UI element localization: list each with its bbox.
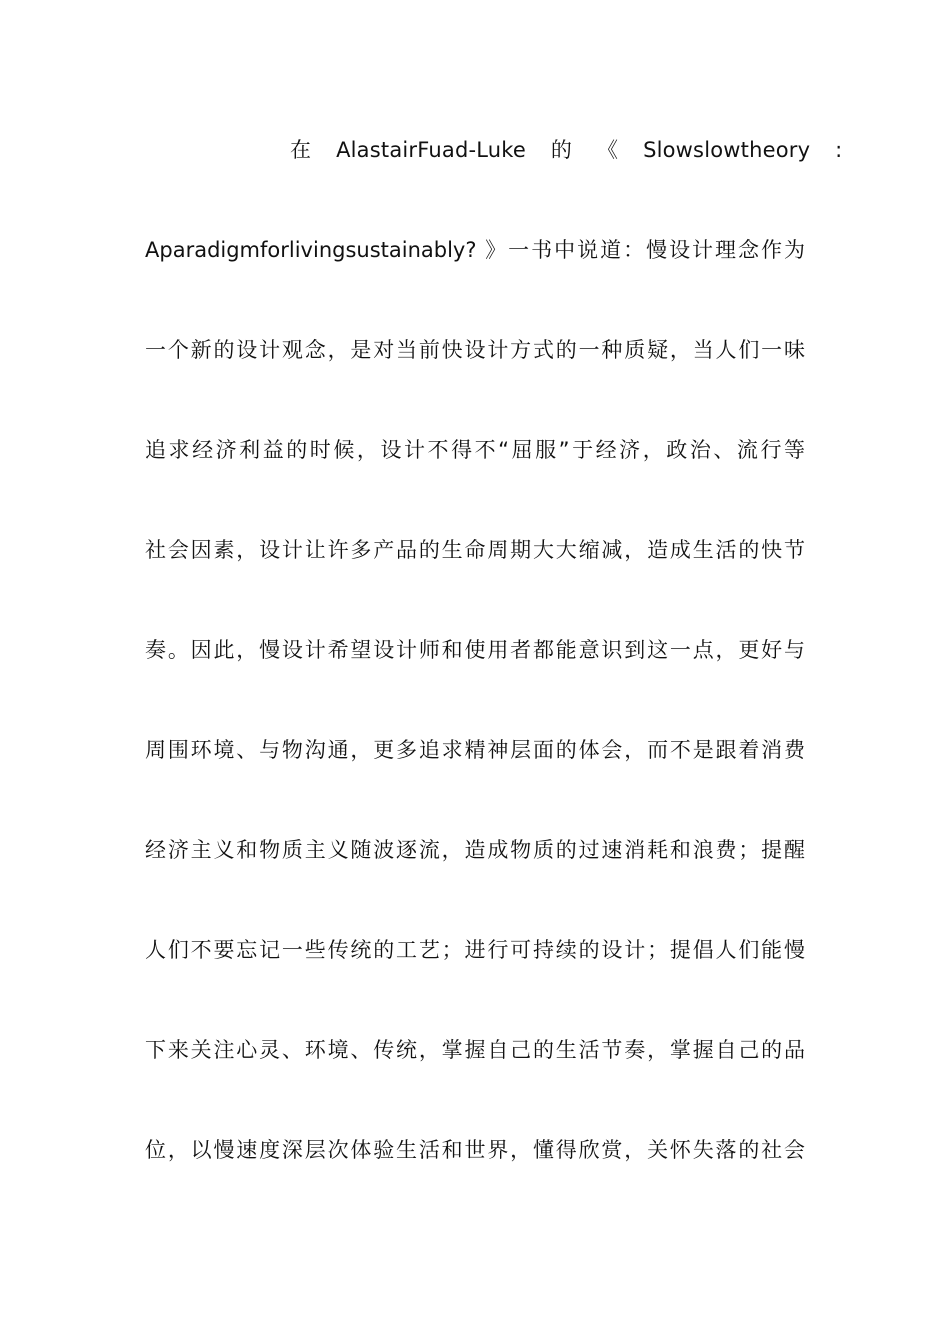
paragraph-line-11: 位，以慢速度深层次体验生活和世界，懂得欣赏，关怀失落的社会 [145, 1138, 805, 1162]
paragraph-line-8: 经济主义和物质主义随波逐流，造成物质的过速消耗和浪费；提醒 [145, 838, 805, 862]
paragraph-line-2: Aparadigmforlivingsustainably? 》一书中说道：慢设计理念作为 [145, 238, 805, 262]
paragraph-line-3: 一个新的设计观念，是对当前快设计方式的一种质疑，当人们一味 [145, 338, 805, 362]
paragraph-line-5: 社会因素，设计让许多产品的生命周期大大缩减，造成生活的快节 [145, 538, 805, 562]
paragraph-line-4: 追求经济利益的时候，设计不得不“屈服”于经济，政治、流行等 [145, 438, 805, 462]
paragraph-line-10: 下来关注心灵、环境、传统，掌握自己的生活节奏，掌握自己的品 [145, 1038, 805, 1062]
paragraph-line-6: 奏。因此，慢设计希望设计师和使用者都能意识到这一点，更好与 [145, 638, 805, 662]
paragraph-line-9: 人们不要忘记一些传统的工艺；进行可持续的设计；提倡人们能慢 [145, 938, 805, 962]
body-paragraph [145, 128, 843, 1228]
paragraph-line-1: 在 AlastairFuad-Luke 的 《 Slowslowtheory : [290, 138, 843, 162]
paragraph-line-7: 周围环境、与物沟通，更多追求精神层面的体会，而不是跟着消费 [145, 738, 805, 762]
